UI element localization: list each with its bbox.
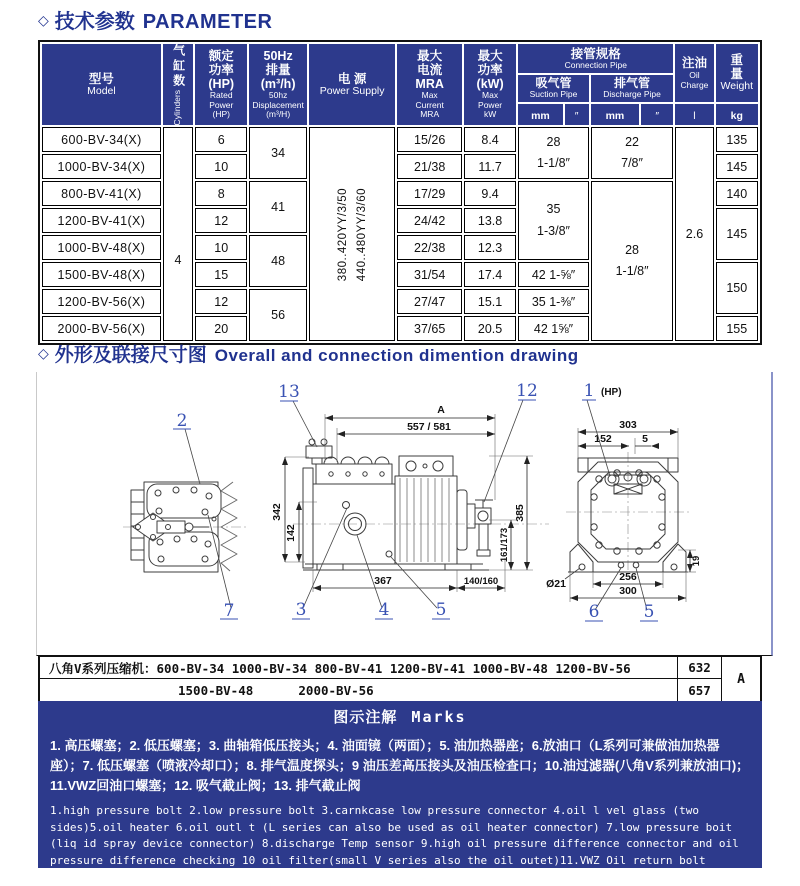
col-header-oil-charge xyxy=(675,44,713,102)
suction-cell: 35 1-⅜″ xyxy=(518,289,588,314)
weight-cell: 150 xyxy=(716,262,758,314)
mra-cell: 17/29 xyxy=(397,181,461,206)
discharge-en: Discharge Pipe xyxy=(603,89,661,100)
cylinders-cell xyxy=(163,127,193,341)
dim-diameter-21: Ø21 xyxy=(546,578,566,590)
model-cell: 1500-BV-48(X) xyxy=(42,262,161,287)
model-cell: 800-BV-41(X) xyxy=(42,181,161,206)
discharge-inch: 1-1/8″ xyxy=(615,264,649,279)
dim-161-173: 161/173 xyxy=(499,527,510,563)
weight-cell: 135 xyxy=(716,127,758,152)
discharge-mm: 28 xyxy=(625,242,639,257)
suction-mm: 28 xyxy=(546,134,561,149)
mra-cell: 37/65 xyxy=(397,316,461,341)
parameter-table xyxy=(38,40,762,345)
suction-cell: 42 1⅝″ xyxy=(518,316,588,341)
suction-zh: 吸气管 xyxy=(535,75,572,90)
rated-en3: (HP) xyxy=(212,109,230,120)
model-cell: 2000-BV-56(X) xyxy=(42,316,161,341)
suction-cell xyxy=(518,181,588,260)
callout-4-oil-level-glass: 4 xyxy=(378,600,390,620)
series-models-row1: 八角V系列压缩机：600-BV-34 1000-BV-34 800-BV-41 1200-BV-41 1000-BV-48 1200-BV-56 xyxy=(40,657,678,679)
dim-256: 256 xyxy=(619,571,637,583)
col-header-cylinders xyxy=(163,44,193,125)
series-letter-a: A xyxy=(737,671,745,687)
suction-en: Suction Pipe xyxy=(529,89,578,100)
mra-l3: MRA xyxy=(415,77,444,92)
hp-cell: 10 xyxy=(195,235,247,260)
col-header-power-supply xyxy=(309,44,396,125)
displacement-cell: 34 xyxy=(249,127,306,179)
weight-cell: 155 xyxy=(716,316,758,341)
kw-en3: kW xyxy=(483,109,497,120)
callout-5b-oil-heater-seat: 5 xyxy=(643,602,655,622)
marks-notes-panel xyxy=(38,701,762,884)
diamond-icon: ◇ xyxy=(38,12,49,28)
rated-hp: (HP) xyxy=(208,77,235,92)
kw-cell: 15.1 xyxy=(464,289,516,314)
dim-303: 303 xyxy=(619,419,637,431)
dim-367: 367 xyxy=(374,575,392,587)
kw-cell: 20.5 xyxy=(464,316,516,341)
dim-557-581: 557 / 581 xyxy=(407,421,451,433)
dimension-drawing-frame xyxy=(36,372,773,656)
callout-7-low-pressure-bolt: 7 xyxy=(223,601,235,621)
marks-notes-chinese: 1. 高压螺塞；2. 低压螺塞；3. 曲轴箱低压接头；4. 油面镜（两面）；5. 油加热器座；6.放油口（L系列可兼做油加热器座）；7. 低压螺塞（喷液冷却口）；8. 排气温度探头；9 油压差高压接头及油压检查口；10.油过滤器(八角V系列兼放油口)；11.VWZ回油口螺塞；12. 吸气截止阀；13. 排气截止阀 xyxy=(50,738,750,794)
series-dim-657: 657 xyxy=(678,679,722,701)
dim-342: 342 xyxy=(271,503,283,521)
weight-cell: 140 xyxy=(716,181,758,206)
oil-charge-cell: 2.6 xyxy=(675,127,713,341)
discharge-cell xyxy=(591,127,674,179)
drawing-title-en: Overall and connection dimention drawing xyxy=(214,346,579,365)
kw-cell: 13.8 xyxy=(464,208,516,233)
unit-oil-l: l xyxy=(675,104,713,125)
hp-cell: 8 xyxy=(195,181,247,206)
power-supply-line2: 440..480YY/3/60 xyxy=(355,187,368,282)
unit-weight-kg: kg xyxy=(716,104,758,125)
hp-cell: 10 xyxy=(195,154,247,179)
mra-en2: Current xyxy=(415,99,444,110)
oil-zh: 注油 xyxy=(681,56,707,70)
displacement-cell: 41 xyxy=(249,181,306,233)
kw-cell: 8.4 xyxy=(464,127,516,152)
kw-zh1: 最大 xyxy=(477,49,503,64)
dim-385: 385 xyxy=(514,504,526,522)
displacement-cell: 48 xyxy=(249,235,306,287)
col-header-max-power xyxy=(464,44,516,125)
mra-cell: 31/54 xyxy=(397,262,461,287)
power-en: Power Supply xyxy=(319,84,385,97)
table-row xyxy=(42,181,758,206)
table-row xyxy=(42,127,758,152)
front-view xyxy=(546,381,702,622)
kw-cell: 17.4 xyxy=(464,262,516,287)
kw-en2: Power xyxy=(478,99,503,110)
pipe-en: Connection Pipe xyxy=(564,59,627,70)
disp-l4: 50hz xyxy=(268,90,288,101)
col-header-connection-pipe xyxy=(518,44,673,73)
col-header-suction-pipe xyxy=(518,75,588,102)
suction-inch: 1-1/8″ xyxy=(537,156,570,171)
rated-en1: Rated xyxy=(209,90,233,101)
weight-zh1: 重 xyxy=(730,53,744,68)
mra-cell: 21/38 xyxy=(397,154,461,179)
dim-140-160: 140/160 xyxy=(463,576,499,587)
dim-152: 152 xyxy=(594,433,612,445)
callout-1-high-pressure-bolt: 1 xyxy=(583,381,595,401)
mra-zh2: 电流 xyxy=(417,63,443,78)
mra-zh1: 最大 xyxy=(417,49,443,64)
marks-notes-english: 1.high pressure bolt 2.low pressure bolt 3.carnkcase low pressure connector 4.oil l vel glass (two sides)5.oil heater 6.oil outl t (L series can also be used as oil heater connector) 7.low pressure boit (liq id spray device connector) 8.discharge Temp sensor 9.high oil pressure difference connector and oil pressure difference checking 10 oil filter(small V series also the oil outet)11.VWZ Oil return bolt 12.suction stop valve 13.discharge stop valve xyxy=(50,804,739,884)
cylinders-header-zh: 气缸数 xyxy=(171,44,186,89)
dim-a: A xyxy=(437,404,445,416)
disp-zh: 排量 xyxy=(265,63,291,78)
power-supply-cell xyxy=(309,127,396,341)
oil-en2: Charge xyxy=(680,79,709,90)
callout-5-oil-heater-seat: 5 xyxy=(435,600,447,620)
rated-en2: Power xyxy=(209,99,234,110)
weight-cell: 145 xyxy=(716,154,758,179)
callout-2-low-pressure-bolt: 2 xyxy=(176,411,188,431)
kw-l3: (kW) xyxy=(476,77,504,92)
hp-cell: 12 xyxy=(195,289,247,314)
weight-cell: 145 xyxy=(716,208,758,260)
model-header-en: Model xyxy=(87,84,116,97)
disp-l5: Displacement xyxy=(252,99,304,110)
suction-cell: 42 1-⅝″ xyxy=(518,262,588,287)
kw-cell: 11.7 xyxy=(464,154,516,179)
callout-6-oil-outlet: 6 xyxy=(588,602,600,622)
model-header-zh: 型号 xyxy=(88,71,114,86)
suction-cell xyxy=(518,127,588,179)
displacement-cell: 56 xyxy=(249,289,306,341)
col-header-discharge-pipe xyxy=(591,75,674,102)
series-models-row2: 1500-BV-48 2000-BV-56 xyxy=(40,679,678,701)
hp-cell: 20 xyxy=(195,316,247,341)
callout-12-suction-stop-valve: 12 xyxy=(516,381,538,401)
series-models-table xyxy=(38,655,762,703)
mra-en1: Max xyxy=(421,90,438,101)
hp-cell: 6 xyxy=(195,127,247,152)
callout-3-crankcase-connector: 3 xyxy=(295,600,307,620)
col-header-model xyxy=(42,44,161,125)
power-zh: 电 源 xyxy=(337,71,367,86)
col-header-weight xyxy=(716,44,758,102)
col-header-max-current xyxy=(397,44,461,125)
drawing-title-zh: 外形及联接尺寸图 xyxy=(54,345,207,366)
series-dim-632: 632 xyxy=(678,657,722,679)
model-cell: 1200-BV-56(X) xyxy=(42,289,161,314)
unit-suction-inch: ″ xyxy=(565,104,589,125)
mra-cell: 27/47 xyxy=(397,289,461,314)
discharge-zh: 排气管 xyxy=(614,75,651,90)
cylinders-header-en: Cylinders xyxy=(172,90,183,126)
disp-l1: 50Hz xyxy=(263,49,293,64)
model-cell: 1000-BV-34(X) xyxy=(42,154,161,179)
diamond-icon: ◇ xyxy=(38,345,49,361)
discharge-inch: 7/8″ xyxy=(621,156,643,171)
left-end-view xyxy=(123,411,249,621)
callout-13-discharge-stop-valve: 13 xyxy=(278,382,300,402)
model-cell: 1000-BV-48(X) xyxy=(42,235,161,260)
disp-l3: (m³/h) xyxy=(260,77,296,92)
parameter-section-title xyxy=(38,5,272,34)
power-supply-line1: 380..420YY/3/50 xyxy=(336,187,349,282)
unit-suction-mm: mm xyxy=(518,104,562,125)
unit-discharge-mm: mm xyxy=(591,104,639,125)
unit-discharge-inch: ″ xyxy=(641,104,673,125)
kw-cell: 12.3 xyxy=(464,235,516,260)
col-header-displacement xyxy=(249,44,306,125)
suction-mm: 35 xyxy=(546,202,561,217)
mra-en3: MRA xyxy=(420,109,440,120)
weight-zh2: 量 xyxy=(730,67,744,82)
discharge-mm: 22 xyxy=(625,134,639,149)
rated-zh2: 功率 xyxy=(208,63,234,78)
disp-l6: (m³/H) xyxy=(266,109,291,120)
kw-zh2: 功率 xyxy=(477,63,503,78)
rated-zh1: 额定 xyxy=(208,49,234,64)
parameter-title-en: PARAMETER xyxy=(142,11,273,33)
mra-cell: 22/38 xyxy=(397,235,461,260)
cylinders-value: 4 xyxy=(174,253,182,268)
drawing-section-title xyxy=(38,340,579,367)
dim-19: 19 xyxy=(691,555,702,567)
weight-en: Weight xyxy=(720,80,754,93)
model-cell: 1200-BV-41(X) xyxy=(42,208,161,233)
col-header-rated-power xyxy=(195,44,247,125)
oil-en1: Oil xyxy=(689,70,700,80)
mra-cell: 15/26 xyxy=(397,127,461,152)
hp-cell: 15 xyxy=(195,262,247,287)
pipe-zh: 接管规格 xyxy=(570,46,621,61)
side-view xyxy=(271,381,549,620)
hp-cell: 12 xyxy=(195,208,247,233)
dim-5: 5 xyxy=(642,433,648,445)
suction-inch: 1-3/8″ xyxy=(537,223,570,238)
marks-banner-zh: 图示注解 xyxy=(333,709,398,726)
marks-banner xyxy=(38,701,762,727)
dim-300: 300 xyxy=(619,585,637,597)
dim-142: 142 xyxy=(285,524,297,542)
model-cell: 600-BV-34(X) xyxy=(42,127,161,152)
kw-cell: 9.4 xyxy=(464,181,516,206)
mra-cell: 24/42 xyxy=(397,208,461,233)
discharge-cell xyxy=(591,181,674,341)
kw-en1: Max xyxy=(482,90,499,101)
dimension-drawing xyxy=(37,372,771,655)
marks-banner-en: Marks xyxy=(411,708,467,726)
parameter-title-zh: 技术参数 xyxy=(54,11,135,33)
callout-hp-label: (HP) xyxy=(601,387,622,398)
